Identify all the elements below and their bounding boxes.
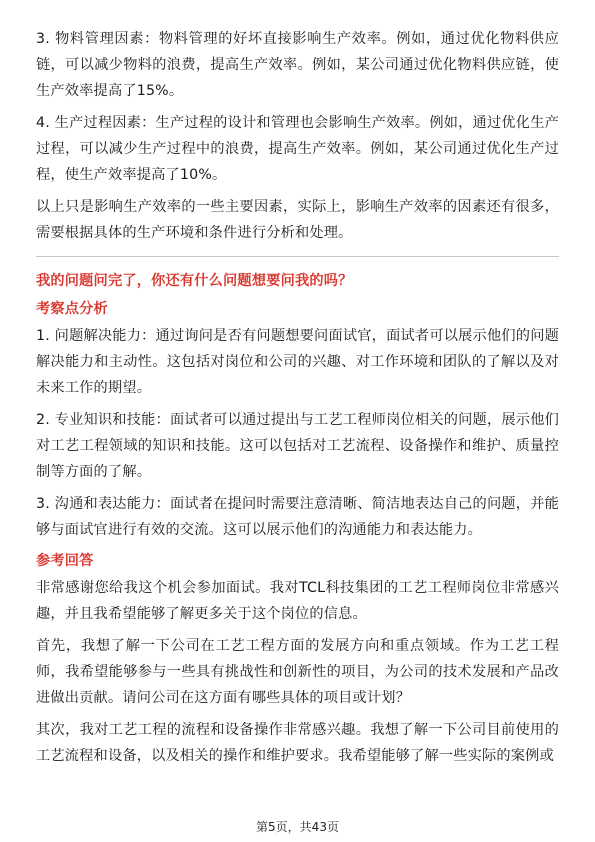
document-page <box>36 26 559 775</box>
analysis-item: 2. 专业知识和技能：面试者可以通过提出与工艺工程师岗位相关的问题，展示他们对工艺工程领域的知识和技能。这可以包括对工艺流程、设备操作和维护、质量控制等方面的了解。 <box>36 412 559 480</box>
answer-paragraph: 非常感谢您给我这个机会参加面试。我对TCL科技集团的工艺工程师岗位非常感兴趣，并且我希望能够了解更多关于这个岗位的信息。 <box>36 580 559 622</box>
analysis-item: 1. 问题解决能力：通过询问是否有问题想要问面试官，面试者可以展示他们的问题解决能力和主动性。这包括对岗位和公司的兴趣、对工作环境和团队的了解以及对未来工作的期望。 <box>36 328 559 396</box>
answer-paragraph: 其次，我对工艺工程的流程和设备操作非常感兴趣。我想了解一下公司目前使用的工艺流程和设备，以及相关的操作和维护要求。我希望能够了解一些实际的案例或 <box>36 722 559 764</box>
analysis-heading: 考察点分析 <box>36 301 108 317</box>
answer-paragraph: 首先，我想了解一下公司在工艺工程方面的发展方向和重点领域。作为工艺工程师，我希望能够参与一些具有挑战性和创新性的项目，为公司的技术发展和产品改进做出贡献。请问公司在这方面有哪些具体的项目或计划？ <box>36 638 559 706</box>
question-title: 我的问题问完了，你还有什么问题想要问我的吗？ <box>36 273 353 289</box>
section-divider <box>36 256 559 257</box>
factor-paragraph-process: 4. 生产过程因素：生产过程的设计和管理也会影响生产效率。例如，通过优化生产过程，可以减少生产过程中的浪费，提高生产效率。例如，某公司通过优化生产过程，使生产效率提高了10%。 <box>36 115 559 183</box>
summary-paragraph: 以上只是影响生产效率的一些主要因素，实际上，影响生产效率的因素还有很多，需要根据具体的生产环境和条件进行分析和处理。 <box>36 199 559 241</box>
answer-heading: 参考回答 <box>36 553 94 569</box>
page-number: 第5页，共43页 <box>256 820 339 834</box>
factor-paragraph-material: 3. 物料管理因素：物料管理的好坏直接影响生产效率。例如，通过优化物料供应链，可以减少物料的浪费，提高生产效率。例如，某公司通过优化物料供应链，使生产效率提高了15%。 <box>36 31 559 99</box>
analysis-item: 3. 沟通和表达能力：面试者在提问时需要注意清晰、简洁地表达自己的问题，并能够与面试官进行有效的交流。这可以展示他们的沟通能力和表达能力。 <box>36 496 559 538</box>
